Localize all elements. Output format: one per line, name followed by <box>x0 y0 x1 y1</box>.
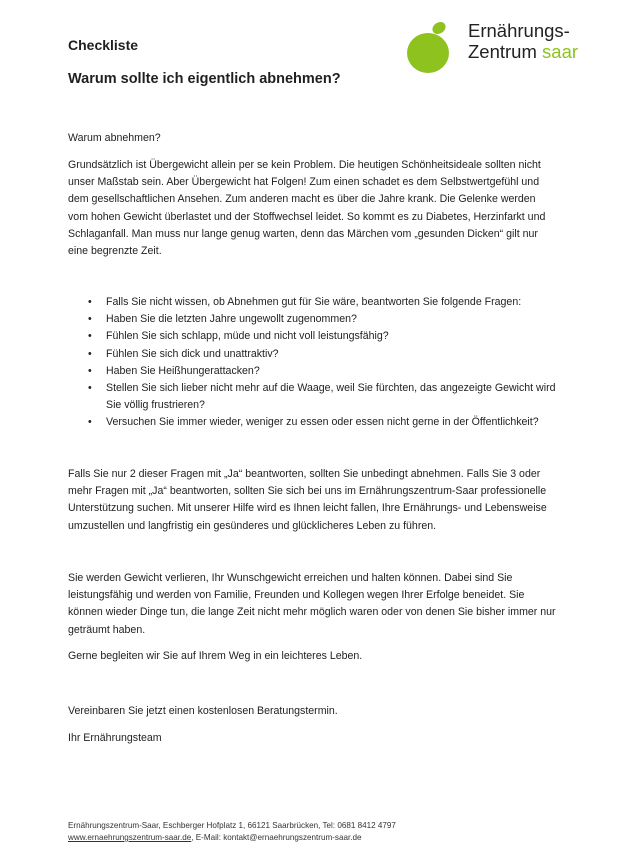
paragraph-5: Vereinbaren Sie jetzt einen kostenlosen Beratungstermin. <box>68 705 338 717</box>
footer-contact <box>68 832 396 844</box>
list-item: • Fühlen Sie sich dick und unattraktiv? <box>68 346 558 363</box>
list-item: • Versuchen Sie immer wieder, weniger zu essen oder essen nicht gerne in der Öffentlichkeit? <box>68 414 558 431</box>
list-item: • Haben Sie die letzten Jahre ungewollt zugenommen? <box>68 311 558 328</box>
logo-wordmark <box>468 20 578 62</box>
company-logo <box>406 18 606 78</box>
paragraph-3: Sie werden Gewicht verlieren, Ihr Wunschgewicht erreichen und halten können. Dabei sind Sie leistungsfähig und werden von Familie, Freunden und Kollegen wegen Ihrer Erfolge beneidet. Sie können wieder Dinge tun, die lange Zeit nicht mehr möglich waren oder von denen Sie bisher immer nur geträumt haben. <box>68 572 556 636</box>
list-item: • Stellen Sie sich lieber nicht mehr auf die Waage, weil Sie fürchten, das angezeigte Gewicht wird Sie völlig frustrieren? <box>68 380 558 414</box>
logo-line2-main: Zentrum <box>468 41 537 62</box>
paragraph-1: Grundsätzlich ist Übergewicht allein per se kein Problem. Die heutigen Schönheitsideale sollten nicht unser Maßstab sein. Aber Übergewicht hat Folgen! Zum einen schadet es dem Selbstwertgefühl und dem gesellschaftlichen Ansehen. Zum anderen macht es über die Jahre krank. Die Gelenke werden vom hohen Gewicht überlastet und der Stoffwechsel leidet. So kommt es zu Diabetes, Herzinfarkt und Schlaganfall. Man muss nur lange genug warten, denn das Märchen vom „gesunden Dicken“ gilt nur eine begrenzte Zeit. <box>68 159 546 258</box>
logo-line1: Ernährungs- <box>468 20 570 41</box>
list-item: • Falls Sie nicht wissen, ob Abnehmen gut für Sie wäre, beantworten Sie folgende Fragen: <box>68 294 558 311</box>
list-item: • Haben Sie Heißhungerattacken? <box>68 363 558 380</box>
footer <box>68 820 396 844</box>
apple-icon <box>406 18 452 74</box>
paragraph-4: Gerne begleiten wir Sie auf Ihrem Weg in ein leichteres Leben. <box>68 650 363 662</box>
question-list <box>68 294 558 432</box>
intro-question: Warum abnehmen? <box>68 132 161 144</box>
logo-line2 <box>468 41 578 62</box>
page-title: Warum sollte ich eigentlich abnehmen? <box>68 71 341 87</box>
document-type: Checkliste <box>68 37 139 53</box>
signature: Ihr Ernährungsteam <box>68 732 162 744</box>
website-link[interactable]: www.ernaehrungszentrum-saar.de <box>68 833 192 842</box>
footer-email: , E-Mail: kontakt@ernaehrungszentrum-saar.de <box>191 833 362 842</box>
logo-line2-accent: saar <box>542 41 579 62</box>
paragraph-2: Falls Sie nur 2 dieser Fragen mit „Ja“ beantworten, sollten Sie unbedingt abnehmen. Falls Sie 3 oder mehr Fragen mit „Ja“ beantworten, sollten Sie sich bei uns im Ernährungszentrum-Saar professionelle Unterstützung suchen. Mit unserer Hilfe wird es Ihnen leicht fallen, Ihre Ernährungs- und Lebensweise umzustellen und langfristig ein gesünderes und glücklicheres Leben zu führen. <box>68 468 547 532</box>
footer-address: Ernährungszentrum-Saar, Eschberger Hofplatz 1, 66121 Saarbrücken, Tel: 0681 8412 4797 <box>68 821 396 830</box>
list-item: • Fühlen Sie sich schlapp, müde und nicht voll leistungsfähig? <box>68 328 558 345</box>
